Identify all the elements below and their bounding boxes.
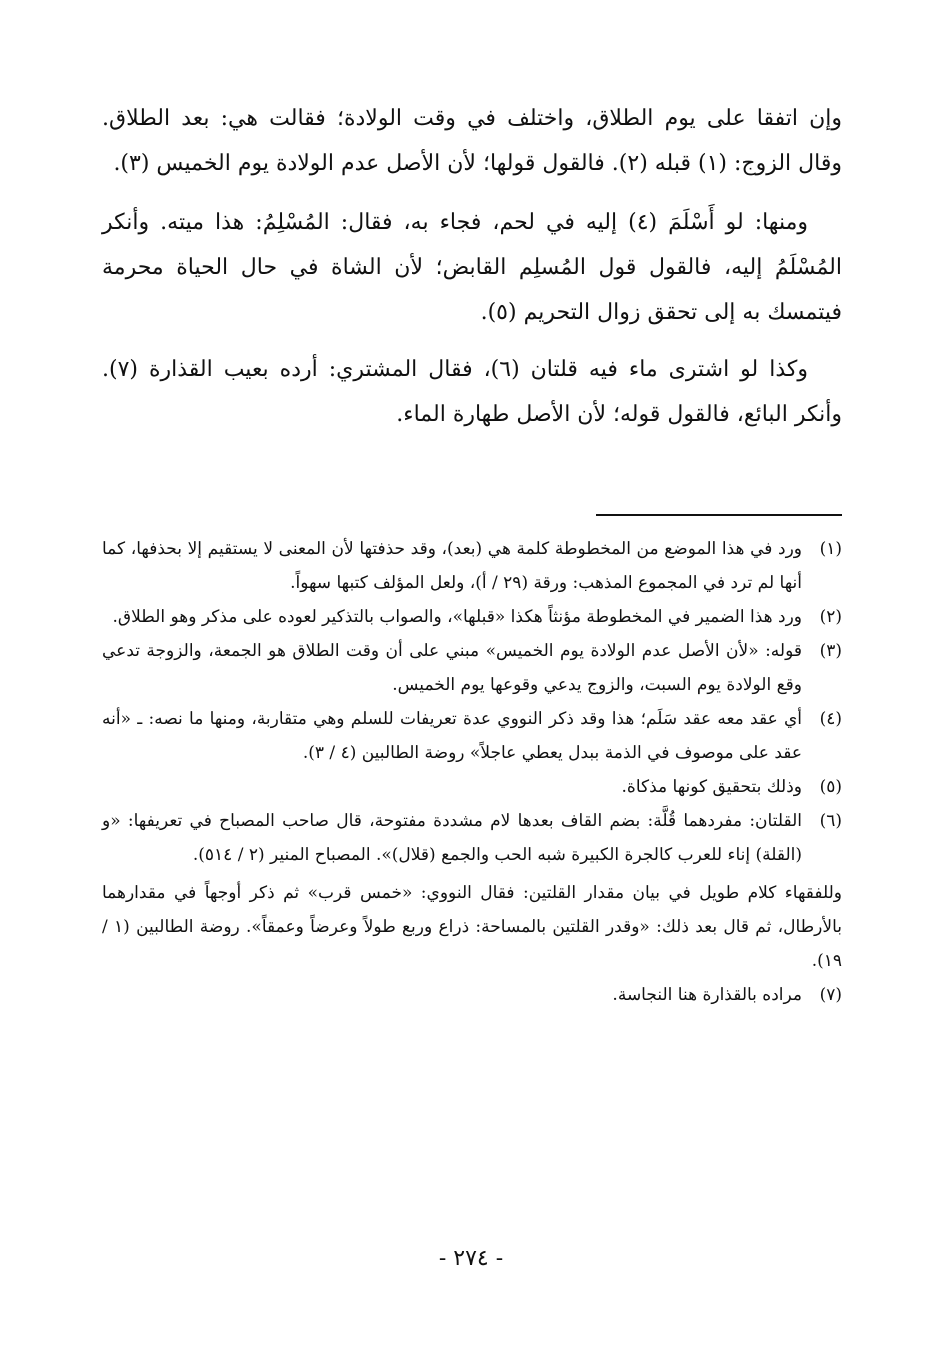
footnote-text: مراده بالقذارة هنا النجاسة.: [612, 985, 802, 1005]
footnote-6: [102, 804, 842, 872]
footnote-5: [102, 770, 842, 804]
footnote-1: [102, 532, 842, 600]
footnote-number: (٢): [819, 607, 842, 627]
page-number: - ٢٧٤ -: [438, 1246, 504, 1271]
paragraph-1: وإن اتفقا على يوم الطلاق، واختلف في وقت الولادة؛ فقالت هي: بعد الطلاق. وقال الزوج: (١) قبله (٢). فالقول قولها؛ لأن الأصل عدم الولادة يوم الخميس (٣).: [102, 106, 842, 176]
footnote-text: القلتان: مفردهما قُلَّة: بضم القاف بعدها لام مشددة مفتوحة، قال صاحب المصباح في تعريفها: «و (القلة) إناء للعرب كالجرة الكبيرة شبه الحب والجمع (قلال)». المصباح المنير (٢ / ٥١٤).: [102, 811, 802, 865]
paragraph-3: وكذا لو اشترى ماء فيه قلتان (٦)، فقال المشتري: أرده بعيب القذارة (٧). وأنكر البائع، فالقول قوله؛ لأن الأصل طهارة الماء.: [102, 357, 842, 427]
footnote-6-continuation: وللفقهاء كلام طويل في بيان مقدار القلتين: فقال النووي: «خمس قرب» ثم ذكر أوجهاً في مقدارهما بالأرطال، ثم قال بعد ذلك: «وقدر القلتين بالمساحة: ذراع وربع طولاً وعرضاً وعمقاً». روضة الطالبين (١ / ١٩).: [102, 883, 842, 971]
main-text: [102, 96, 842, 449]
footnote-text: قوله: «لأن الأصل عدم الولادة يوم الخميس» مبني على أن وقت الطلاق هو الجمعة، والزوجة تدعي وقع الولادة يوم السبت، والزوج يدعي وقوعها يوم الخميس.: [102, 641, 802, 695]
footnotes: [102, 532, 842, 1012]
footnote-text: ورد في هذا الموضع من المخطوطة كلمة هي (بعد)، وقد حذفتها لأن المعنى لا يستقيم إلا بحذفها، كما أنها لم ترد في المجموع المذهب: ورقة (٢٩ / أ)، ولعل المؤلف كتبها سهواً.: [102, 539, 802, 593]
footnote-number: (٧): [819, 985, 842, 1005]
footnote-4: [102, 702, 842, 770]
footnote-2: [102, 600, 842, 634]
footnote-text: وذلك بتحقيق كونها مذكاة.: [621, 777, 802, 797]
footnote-number: (٥): [819, 777, 842, 797]
footnote-number: (٤): [819, 709, 842, 729]
paragraph-2: ومنها: لو أَسْلَمَ (٤) إليه في لحم، فجاء به، فقال: المُسْلِمُ: هذا ميته. وأنكر المُسْلَمُ إليه، فالقول قول المُسلِم القابض؛ لأن الشاة في حال الحياة محرمة فيتمسك به إلى تحقق زوال التحريم (٥).: [102, 210, 842, 325]
footnote-number: (١): [819, 539, 842, 559]
footnote-number: (٦): [819, 811, 842, 831]
footnote-7: [102, 978, 842, 1012]
footnote-number: (٣): [819, 641, 842, 661]
footnote-3: [102, 634, 842, 702]
footnote-divider: [596, 514, 842, 516]
footnote-text: أي عقد معه عقد سَلَم؛ هذا وقد ذكر النووي عدة تعريفات للسلم وهي متقاربة، ومنها ما نصه: ـ «أنه عقد على موصوف في الذمة ببدل يعطي عاجلاً» روضة الطالبين (٤ / ٣).: [102, 709, 802, 763]
footnote-text: ورد هذا الضمير في المخطوطة مؤنثاً هكذا «قبلها»، والصواب بالتذكير لعوده على مذكر وهو الطلاق.: [112, 607, 802, 627]
